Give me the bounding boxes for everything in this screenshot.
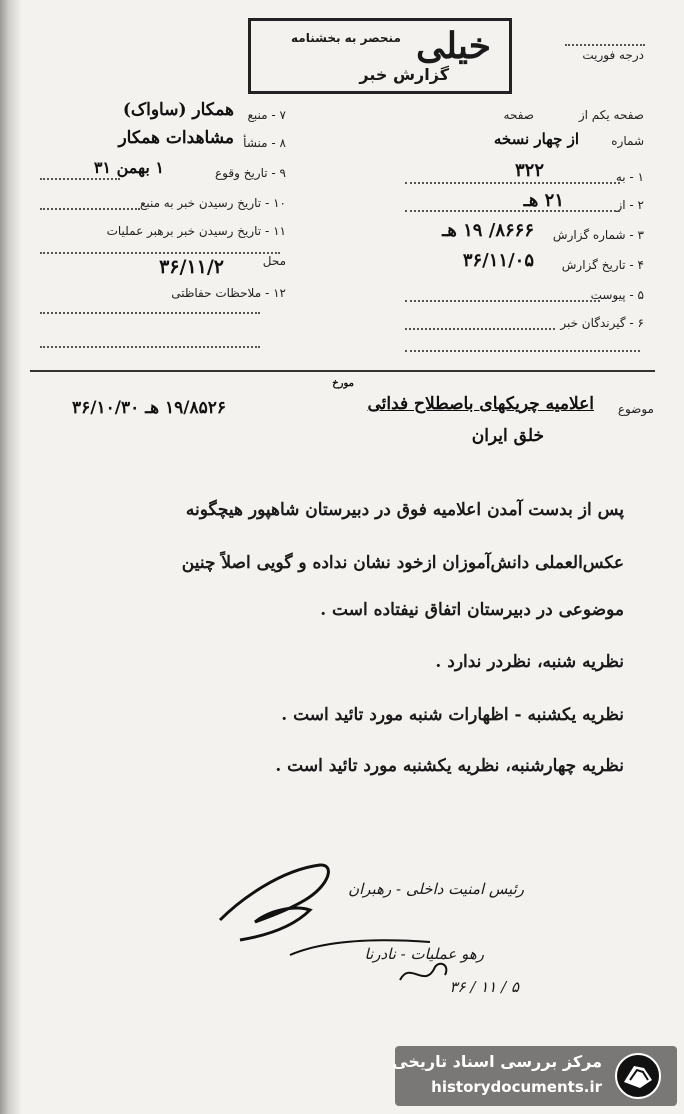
stamp-priority: خیلی [415, 25, 491, 67]
paper-edge-shadow [0, 0, 22, 1114]
location-dots [40, 252, 280, 254]
body-line-6: نظریه چهارشنبه، نظریه یکشنبه مورد تائید است . [275, 756, 624, 776]
item7-value: همکار (ساواک) [122, 100, 234, 120]
location-label: محل [262, 254, 286, 268]
item11-label: ۱۱ - تاریخ رسیدن خبر برهبر عملیات [106, 224, 286, 238]
stamp-type: گزارش خبر [359, 65, 449, 84]
signature-date: ۵ / ۱۱ / ۳۶ [449, 978, 519, 996]
item4-label: ۴ - تاریخ گزارش [561, 258, 644, 272]
signature-line-1: رئیس امنیت داخلی - رهبران [348, 880, 524, 898]
page-suffix: صفحه [503, 108, 534, 122]
item9-value: ۱ بهمن ۳۱ [93, 158, 164, 177]
item10-label: ۱۰ - تاریخ رسیدن خبر به منبع [139, 196, 286, 210]
degree-label: درجه فوریت [582, 48, 644, 62]
degree-dots [565, 44, 645, 46]
subject-insert-note: مورخ [332, 378, 354, 389]
body-line-2: عکس‌العملی دانش‌آموزان ازخود نشان نداده و گویی اصلاً چنین [181, 553, 624, 573]
item6-dots-2 [405, 350, 640, 352]
signature-line-2: رهو عملیات - نادرنا [364, 945, 484, 963]
item7-label: ۷ - منبع [247, 108, 286, 122]
item9-dots [40, 178, 120, 180]
item9-label: ۹ - تاریخ وقوع [215, 166, 286, 180]
subject-text-line1: اعلامیه چریکهای باصطلاح فدائی [367, 394, 594, 414]
item8-value: مشاهدات همکار [118, 128, 234, 148]
item4-value: ۳۶/۱۱/۰۵ [462, 250, 534, 271]
body-line-5: نظریه یکشنبه - اظهارات شنبه مورد تائید است . [281, 705, 624, 725]
location-value: ۳۶/۱۱/۲ [159, 256, 224, 278]
body-line-1: پس از بدست آمدن اعلامیه فوق در دبیرستان شاهپور هیچگونه [185, 500, 624, 520]
item8-label: ۸ - منشأ [243, 136, 286, 150]
body-line-3: موضوعی در دبیرستان اتفاق نیفتاده است . [320, 600, 624, 620]
item2-label: ۲ - از [616, 198, 644, 212]
item6-dots [405, 328, 555, 330]
subject-label: موضوع [617, 402, 654, 416]
classification-stamp [248, 18, 512, 94]
item12-dots [40, 312, 260, 314]
item2-value: ۲۱ هـ [523, 190, 564, 211]
form-separator [30, 370, 655, 372]
copy-label: شماره [611, 134, 644, 148]
page-label: صفحه یکم از [578, 108, 644, 122]
watermark-website: historydocuments.ir [431, 1078, 602, 1096]
item5-dots [405, 300, 600, 302]
item1-label: ۱ - به [615, 170, 644, 184]
subject-text-line2: خلق ایران [471, 426, 544, 446]
subject-reference: ۱۹/۸۵۲۶ هـ ۳۶/۱۰/۳۰ [72, 398, 226, 418]
item2-dots [405, 210, 620, 212]
item6-label: ۶ - گیرندگان خبر [560, 316, 644, 330]
signature-squiggle [395, 955, 455, 995]
item5-label: ۵ - پیوست [590, 288, 644, 302]
item12-dots-2 [40, 346, 260, 348]
item1-dots [405, 182, 620, 184]
item3-label: ۳ - شماره گزارش [552, 228, 644, 242]
stamp-scrawl: منحصر به بخشنامه [291, 31, 401, 45]
copy-value: از چهار نسخه [493, 130, 579, 148]
item1-value: ۳۲۲ [514, 160, 544, 181]
history-documents-logo-icon [610, 1052, 666, 1100]
item3-value: ۸۶۶۶/ ۱۹ هـ [442, 220, 534, 241]
body-line-4: نظریه شنبه، نظردر ندارد . [435, 652, 624, 672]
item10-dots [40, 208, 140, 210]
item12-label: ۱۲ - ملاحظات حفاظتی [171, 286, 286, 300]
watermark-org-name: مرکز بررسی اسناد تاریخی [392, 1052, 602, 1071]
